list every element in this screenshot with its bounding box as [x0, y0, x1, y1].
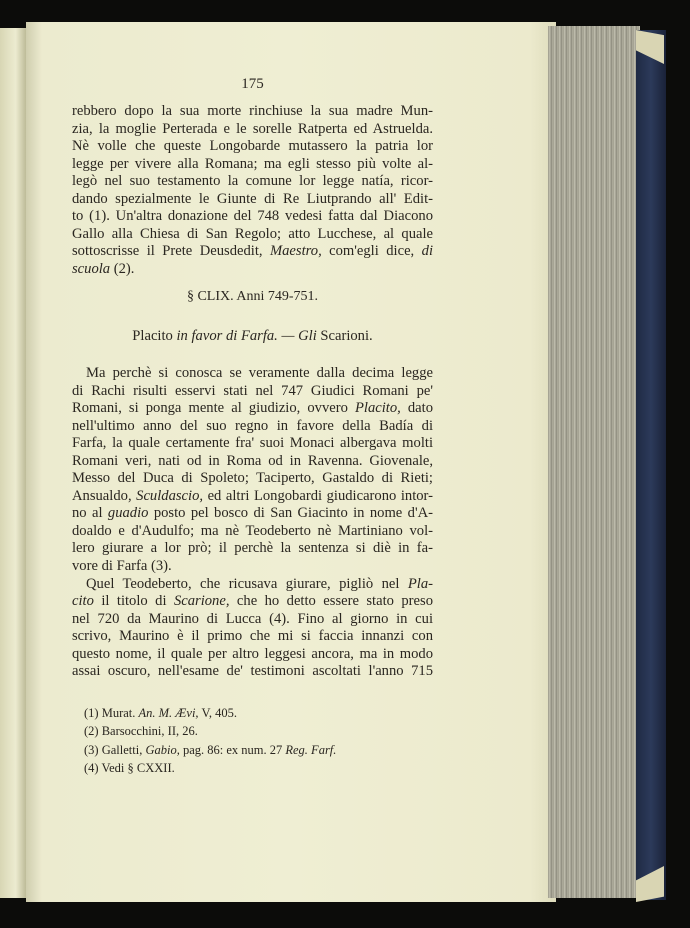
italic-text: Reg. Farf. — [285, 742, 337, 757]
text-line — [72, 663, 433, 681]
text-segment: Gallo alla Chiesa di San Regolo; atto Lucchese, al quale — [72, 225, 433, 242]
text-line — [72, 400, 433, 418]
text-segment: V, 405. — [198, 706, 238, 720]
text-segment: Romani veri, nati od in Roma od in Ravenna. Giovenale, — [72, 452, 433, 469]
paragraph-2 — [72, 365, 433, 576]
footnote — [84, 722, 336, 740]
text-segment: com'egli dice, — [321, 243, 422, 260]
text-segment: ed altri Longobardi giudicarono intor- — [203, 487, 433, 504]
text-segment: zia, la moglie Perterada e le sorelle Ratperta ed Astruelda. — [72, 120, 433, 137]
section-subheading — [72, 328, 433, 345]
text-segment: rebbero dopo la sua morte rinchiuse la sua madre Mun- — [72, 103, 433, 119]
text-segment: (2) Barsocchini, II, 26. — [84, 724, 198, 739]
text-segment: Placito — [132, 328, 177, 344]
text-segment: che ho detto essere stato preso — [229, 593, 433, 610]
book-cover — [636, 30, 666, 900]
footnotes — [84, 704, 336, 777]
text-segment: questo nome, il quale per altro leggesi ancora, ma in modo — [72, 645, 433, 662]
page-edges — [548, 26, 640, 898]
text-line — [72, 435, 433, 453]
text-line — [72, 208, 433, 226]
text-line — [72, 646, 433, 664]
text-segment: dato — [400, 400, 433, 417]
text-line — [72, 383, 433, 401]
text-line — [72, 453, 433, 471]
text-line — [72, 418, 433, 436]
text-segment: legge per vivere alla Romana; ma egli stesso più volte al- — [72, 155, 433, 172]
text-segment: di Rachi risulti esservi stati nel 747 Giudici Romani pe' — [72, 382, 433, 399]
text-line — [72, 488, 433, 506]
italic-text: Pla- — [407, 575, 433, 592]
text-segment: (4) Vedi § CXXII. — [84, 760, 175, 775]
text-segment: vore di Farfa (3). — [72, 558, 172, 575]
text-segment: Quel Teodeberto, che ricusava giurare, pigliò nel — [86, 575, 408, 592]
text-segment: il titolo di — [93, 593, 174, 610]
text-segment: (2). — [110, 260, 135, 277]
paragraph-3 — [72, 576, 433, 681]
text-line — [72, 156, 433, 174]
text-segment: assai oscuro, nell'esame de' testimoni ascoltati l'anno 715 — [72, 663, 433, 680]
text-line — [72, 523, 433, 541]
text-line — [72, 226, 433, 244]
text-line — [72, 138, 433, 156]
text-line — [72, 628, 433, 646]
text-segment: pag. 86: ex num. 27 — [179, 742, 286, 757]
italic-text: in favor di Farfa. — Gli — [176, 328, 317, 344]
text-segment: (3) Galletti, — [84, 742, 146, 757]
italic-text: di — [421, 243, 433, 260]
text-segment: Messo del Duca di Spoleto; Taciperto, Gastaldo di Rieti; — [72, 470, 433, 487]
text-line — [72, 611, 433, 629]
left-page-edge — [0, 28, 26, 898]
text-segment: Ma perchè si conosca se veramente dalla decima legge — [86, 365, 433, 381]
text-segment: legò nel suo testamento la comune lor legge natía, ricor- — [72, 173, 433, 190]
text-segment: dando spezialmente le Giunte di Re Liutprando all' Edit- — [72, 190, 433, 207]
text-segment: sottoscrisse il Prete Deusdedit, — [72, 243, 270, 260]
text-line — [72, 593, 433, 611]
italic-text: Scarione, — [173, 593, 230, 610]
page-number: 175 — [241, 76, 264, 92]
text-line — [72, 470, 433, 488]
text-line — [72, 505, 433, 523]
italic-text: Placito, — [354, 400, 401, 417]
text-line — [72, 173, 433, 191]
text-segment: scrivo, Maurino è il primo che mi si faccia innanzi con — [72, 628, 433, 645]
text-segment: nell'ultimo anno del suo regno in favore della Badía di — [72, 417, 433, 434]
text-segment: Ansualdo, — [72, 487, 137, 504]
text-segment: no al — [72, 505, 108, 522]
text-line — [72, 191, 433, 209]
italic-text: Sculdascio, — [136, 487, 204, 504]
italic-text: Gabio, — [145, 742, 180, 757]
text-line — [72, 243, 433, 261]
italic-text: scuola — [72, 260, 111, 277]
text-line — [72, 261, 433, 279]
text-line — [72, 365, 433, 383]
text-segment: Scarioni. — [316, 328, 373, 344]
section-heading: § CLIX. Anni 749-751. — [186, 289, 319, 304]
italic-text: Maestro, — [269, 243, 322, 260]
text-segment: Farfa, la quale certamente fra' suoi Monaci albergava molti — [72, 435, 433, 452]
footnote — [84, 741, 336, 759]
footnote — [84, 759, 336, 777]
italic-text: guadio — [107, 505, 149, 522]
text-segment: nel 720 da Maurino di Lucca (4). Fino al giorno in cui — [72, 610, 433, 627]
text-line — [72, 540, 433, 558]
text-line — [72, 558, 433, 576]
text-segment: posto pel bosco di San Giacinto in nome d'A- — [148, 505, 433, 522]
paragraph-1 — [72, 103, 433, 278]
text-segment: (1) Murat. — [84, 706, 139, 720]
italic-text: An. M. Ævi, — [138, 706, 199, 720]
text-segment: Nè volle che queste Longobarde mutassero la patria lor — [72, 138, 433, 155]
text-line — [72, 103, 433, 121]
text-line — [72, 576, 433, 594]
text-line — [72, 121, 433, 139]
text-segment: lero giurare a lor prò; il perchè la sentenza si diè in fa- — [72, 540, 433, 557]
italic-text: cito — [72, 593, 94, 610]
footnote — [84, 704, 336, 722]
text-segment: to (1). Un'altra donazione del 748 vedesi fatta dal Diacono — [72, 208, 433, 225]
text-segment: Romani, si ponga mente al giudizio, ovvero — [72, 400, 355, 417]
text-segment: doaldo e d'Audulfo; ma nè Teodeberto nè Martiniano vol- — [72, 522, 433, 539]
